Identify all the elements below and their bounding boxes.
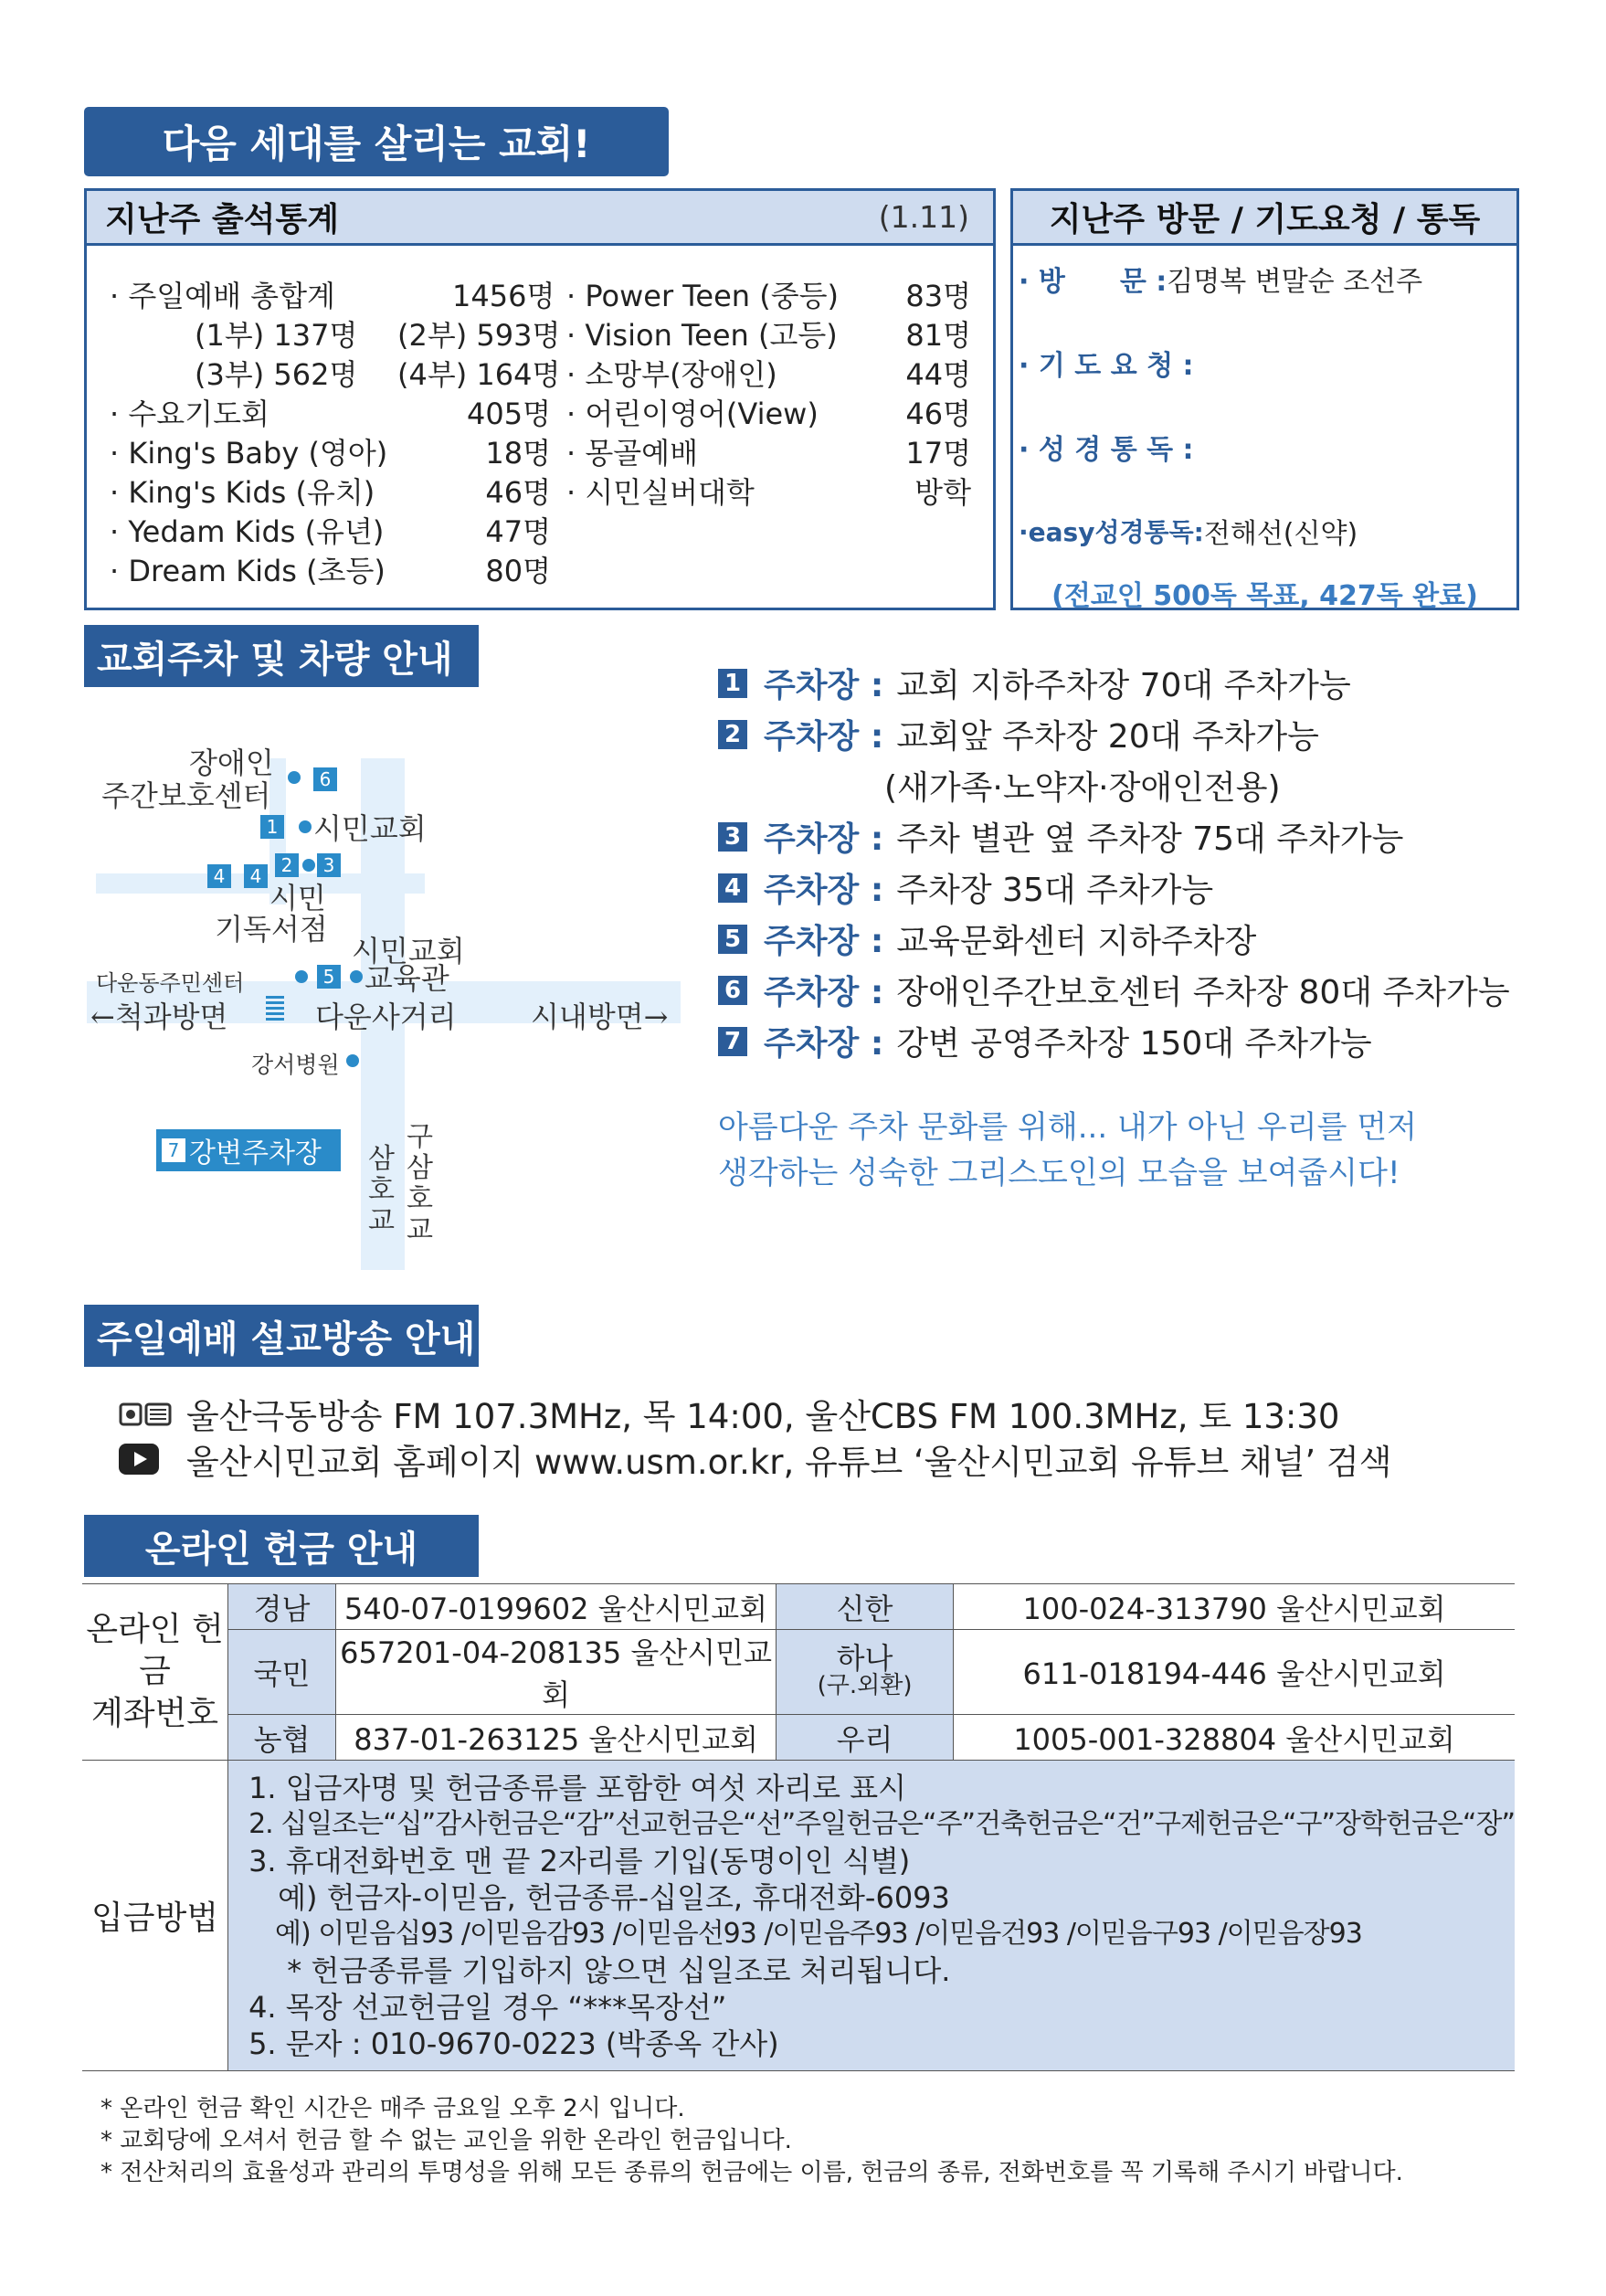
attendance-value: 44명 [905,357,971,392]
parking-label: 주차장 : [764,718,884,756]
map-direction-right: 시내방면→ [531,1000,669,1034]
parking-label: 주차장 : [764,1025,884,1063]
map-bridge-label: 삼호교 [368,1143,395,1237]
parking-text: 주차 별관 옆 주차장 75대 주차가능 [896,820,1404,858]
offering-note: * 온라인 헌금 확인 시간은 매주 금요일 오후 2시 입니다. [100,2095,685,2122]
broadcast-title: 주일예배 설교방송 안내 [84,1305,479,1367]
method-item: 4. 목장 선교헌금일 경우 “***목장선” [248,1989,727,2025]
attendance-row: · 소망부(장애인) [566,357,777,392]
map-number: 3 [317,853,341,877]
map-number: 1 [260,815,284,839]
attendance-value: 405명 [467,397,551,431]
attendance-sub: (1부) 137명 [195,318,358,353]
visit-title: 지난주 방문 / 기도요청 / 통독 [1049,201,1481,238]
youtube-icon [119,1444,159,1475]
map-care-center-label: 주간보호센터 [101,778,271,813]
method-list [248,1770,1515,2062]
map-riverside-label: 강변주차장 [189,1137,322,1169]
attendance-value: 46명 [905,397,971,431]
attendance-row: · King's Kids (유치) [110,475,375,510]
bank-name: 농협 [228,1715,336,1761]
attendance-box [84,188,996,610]
radio-icon [119,1397,172,1430]
method-cell [228,1761,1515,2071]
account-number[interactable]: 100-024-313790 울산시민교회 [954,1584,1515,1630]
attendance-sub: (3부) 562명 [195,357,358,392]
crosswalk-icon [266,996,284,1023]
map-bridge-label: 구삼호교 [407,1121,433,1246]
broadcast-youtube-line [119,1434,1391,1484]
method-item: 예) 이믿음십93 /이믿음감93 /이믿음선93 /이믿음주93 /이믿음건93 /이믿음구93 /이믿음장93 [248,1917,1362,1950]
method-item: 5. 문자 : 010-9670-0223 (박종옥 간사) [248,2026,779,2061]
account-label-line: 온라인 헌금 [86,1611,224,1690]
parking-number: 4 [718,873,747,903]
parking-item-2 [718,711,1319,757]
map-number: 4 [207,864,231,888]
visit-row [1019,259,1422,299]
attendance-value: 47명 [485,514,551,549]
account-number[interactable]: 611-018194-446 울산시민교회 [954,1630,1515,1715]
map-marker [350,970,363,983]
attendance-row: · 어린이영어(View) [566,397,819,431]
offering-title: 온라인 헌금 안내 [84,1515,479,1577]
account-label [82,1584,228,1761]
bank-name: 신한 [777,1584,954,1630]
visit-box [1010,188,1519,610]
attendance-value: 1456명 [452,279,555,313]
attendance-row: · King's Baby (영아) [110,436,388,471]
parking-label: 주차장 : [764,667,884,704]
parking-number: 1 [718,669,747,698]
method-item: * 헌금종류를 기입하지 않으면 십일조로 처리됩니다. [248,1952,951,1988]
method-item: 3. 휴대전화번호 맨 끝 2자리를 기입(동명이인 식별) [248,1843,911,1878]
riverside-parking-marker [156,1129,341,1171]
page-banner: 다음 세대를 살리는 교회! [84,107,669,176]
parking-number: 6 [718,976,747,1005]
offering-note: * 교회당에 오셔서 헌금 할 수 없는 교인을 위한 온라인 헌금입니다. [100,2127,792,2154]
map-marker [295,970,308,983]
parking-text: 강변 공영주차장 150대 주차가능 [896,1025,1372,1063]
account-number[interactable]: 657201-04-208135 울산시민교회 [336,1630,777,1715]
attendance-value: 17명 [905,436,971,471]
bank-name: 우리 [777,1715,954,1761]
account-label-line: 계좌번호 [90,1695,219,1732]
parking-number: 2 [718,720,747,749]
easy-reading-row [1019,511,1358,551]
map-marker [299,820,312,833]
map-crossroad-label: 다운사거리 [315,1000,457,1034]
bank-name: 국민 [228,1630,336,1715]
method-item: 예) 헌금자-이믿음, 헌금종류-십일조, 휴대전화-6093 [248,1879,950,1915]
method-item: 1. 입금자명 및 헌금종류를 포함한 여섯 자리로 표시 [248,1770,907,1805]
map-marker [302,859,315,872]
offering-note: * 전산처리의 효율성과 관리의 투명성을 위해 모든 종류의 헌금에는 이름, 헌금의 종류, 전화번호를 꼭 기록해 주시기 바랍니다. [100,2159,1403,2186]
bank-name-cell [777,1630,954,1715]
easy-reading-label: ·easy성경통독: [1019,517,1204,547]
account-number[interactable]: 540-07-0199602 울산시민교회 [336,1584,777,1630]
map-care-center-label: 장애인 [189,746,274,780]
method-label: 입금방법 [82,1761,228,2071]
map-number: 5 [317,965,341,989]
map-church-label: 시민교회 [313,811,427,846]
parking-item-note [884,762,1281,809]
attendance-row: · Yedam Kids (유년) [110,514,385,549]
parking-map [87,704,690,1279]
attendance-row: · 수요기도회 [110,397,269,431]
map-number: 4 [244,864,268,888]
parking-number: 7 [718,1027,747,1056]
parking-title: 교회주차 및 차량 안내 [84,625,479,687]
broadcast-radio-line [119,1389,1339,1438]
parking-item-1 [718,660,1351,706]
attendance-header [87,191,993,246]
prayer-label: · 기 도 요 청 : [1019,350,1194,382]
attendance-sub: (4부) 164명 [397,357,561,392]
map-number: 6 [313,767,337,791]
parking-number: 5 [718,925,747,954]
attendance-row: · 몽골예배 [566,436,698,471]
parking-text: 교회앞 주차장 20대 주차가능 [896,718,1319,756]
parking-label: 주차장 : [764,872,884,909]
map-bookstore-label: 시민 [269,881,326,915]
attendance-row: · 시민실버대학 [566,475,755,510]
bank-name: 하나 [836,1641,893,1676]
attendance-row: · Power Teen (중등) [566,279,839,313]
map-number: 2 [275,853,299,877]
easy-reading-value: 전해선(신약) [1203,518,1358,550]
map-direction-left: ←척과방면 [90,1000,228,1034]
attendance-row: · 주일예배 총합계 [110,279,335,313]
attendance-value: 83명 [905,279,971,313]
parking-text: (새가족·노약자·장애인전용) [884,769,1281,807]
parking-label: 주차장 : [764,923,884,960]
attendance-value: 80명 [485,554,551,588]
bank-name-sub: (구.외환) [817,1672,913,1699]
parking-number: 3 [718,822,747,852]
offering-table [82,1583,1515,2071]
broadcast-radio-text: 울산극동방송 FM 107.3MHz, 목 14:00, 울산CBS FM 100.3MHz, 토 13:30 [186,1397,1340,1436]
youtube-link[interactable]: 울산시민교회 홈페이지 www.usm.or.kr, 유튜브 ‘울산시민교회 유튜브 채널’ 검색 [186,1443,1392,1482]
parking-item-6 [718,967,1510,1013]
map-marker [288,771,301,784]
attendance-value: 46명 [485,475,551,510]
visit-header [1013,191,1516,246]
map-bookstore-label: 기독서점 [215,912,328,947]
parking-item-4 [718,864,1213,911]
map-community-label: 다운동주민센터 [96,970,245,996]
account-number[interactable]: 1005-001-328804 울산시민교회 [954,1715,1515,1761]
map-marker [346,1054,359,1067]
attendance-date: (1.11) [878,199,969,235]
attendance-value: 방학 [914,475,971,510]
parking-label: 주차장 : [764,974,884,1011]
visit-label: · 방 문 : [1019,266,1168,298]
attendance-row: · Vision Teen (고등) [566,318,838,353]
parking-text: 교회 지하주차장 70대 주차가능 [896,667,1351,704]
account-number[interactable]: 837-01-263125 울산시민교회 [336,1715,777,1761]
parking-message: 생각하는 성숙한 그리스도인의 모습을 보여줍시다! [718,1155,1400,1191]
parking-text: 주차장 35대 주차가능 [896,872,1214,909]
attendance-value: 81명 [905,318,971,353]
attendance-row: · Dream Kids (초등) [110,554,386,588]
bank-name: 경남 [228,1584,336,1630]
method-item: 2. 십일조는“십”감사헌금은“감”선교헌금은“선”주일헌금은“주”건축헌금은“건”구제헌금은“구”장학헌금은“장” [248,1807,1515,1840]
reading-goal: (전교인 500독 목표, 427독 완료) [1051,580,1478,612]
attendance-sub: (2부) 593명 [397,318,561,353]
map-number: 7 [162,1138,185,1162]
parking-label: 주차장 : [764,820,884,858]
visit-value: 김명복 변말순 조선주 [1167,266,1423,298]
parking-text: 교육문화센터 지하주차장 [896,923,1257,960]
parking-item-5 [718,915,1256,962]
bible-reading-label: · 성 경 통 독 : [1019,434,1194,466]
map-edu-label: 교육관 [365,961,449,996]
parking-message: 아름다운 주차 문화를 위해... 내가 아닌 우리를 먼저 [718,1109,1417,1146]
map-edu-label: 시민교회 [352,934,465,968]
map-hospital-label: 강서병원 [251,1052,340,1078]
parking-item-3 [718,813,1403,860]
parking-item-7 [718,1018,1372,1064]
parking-text: 장애인주간보호센터 주차장 80대 주차가능 [896,974,1510,1011]
attendance-title: 지난주 출석통계 [105,201,339,238]
attendance-value: 18명 [485,436,551,471]
